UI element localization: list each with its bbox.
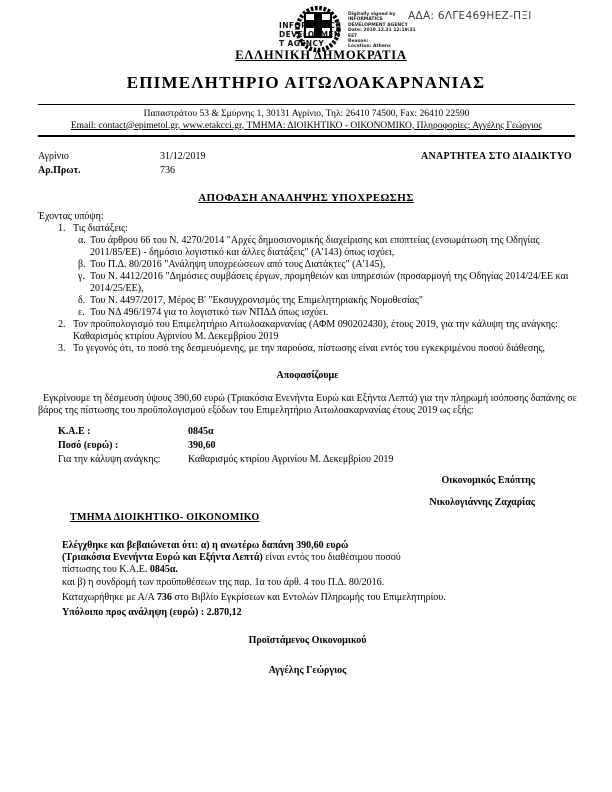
- sub-list-item-c: γ. Του Ν. 4412/2016 "Δημόσιες συμβάσεις έργων, προμηθειών και υπηρεσιών (προσαρμογή της Οδηγίας 2014/24/ΕΕ και 2014/25/ΕΕ),: [78, 271, 569, 294]
- sub-list-item-a: α. Του άρθρου 66 του Ν. 4270/2014 "Αρχές δημοσιονομικής διαχείρισης και εποπτείας (ενσωμάτωση της Οδηγίας 2011/85/ΕΕ) - δημόσιο λογιστικό και άλλες διατάξεις" (Α'143) όπως ισχύει,: [78, 235, 540, 258]
- supervisor-title: Οικονομικός Επόπτης: [441, 475, 535, 486]
- registration-line: Καταχωρήθηκε με Α/Α 736 στο Βιβλίο Εγκρίσεων και Εντολών Πληρωμής του Επιμελητηρίου.: [62, 591, 446, 603]
- balance-line: Υπόλοιπο προς ανάληψη (ευρώ) : 2.870,12: [62, 606, 242, 618]
- decision-heading: Αποφασίζουμε: [276, 370, 339, 381]
- head-name: Αγγέλης Γεώργιος: [268, 664, 347, 676]
- document-title: ΑΠΟΦΑΣΗ ΑΝΑΛΗΨΗΣ ΥΠΟΧΡΕΩΣΗΣ: [198, 192, 414, 204]
- kae-label: Κ.Α.Ε :: [58, 426, 91, 437]
- publish-status: ΑΝΑΡΤΗΤΕΑ ΣΤΟ ΔΙΑΔΙΚΤΥΟ: [420, 151, 572, 162]
- republic-heading: ΕΛΛΗΝΙΚΗ ΔΗΜΟΚΡΑΤΙΑ: [235, 48, 407, 62]
- sub-list-item-d: δ. Του Ν. 4497/2017, Μέρος Β' "Εκσυγχρονισμός της Επιμελητηριακής Νομοθεσίας": [78, 295, 423, 306]
- list-item-2: 2. Τον προϋπολογισμό του Επιμελητήριο Αιτωλοακαρνανίας (ΑΦΜ 090202430), έτους 2019, για την κάλυψη της ανάγκης: Καθαρισμός κτιρίου Αγρινίου Μ. Δεκεμβρίου 2019: [58, 319, 558, 342]
- sub-list-item-b: β. Του Π.Δ. 80/2016 "Ανάληψη υποχρεώσεων από τους Διατάκτες" (Α'145),: [78, 259, 386, 270]
- supervisor-name: Νικολογιάννης Ζαχαρίας: [429, 497, 535, 508]
- meta-block: [38, 150, 572, 178]
- protocol-number: 736: [160, 165, 175, 176]
- address-block: [38, 104, 575, 137]
- need-label: Για την κάλυψη ανάγκης:: [58, 454, 161, 465]
- ada-code: ΑΔΑ: 6ΛΓΕ469ΗΕΖ-ΠΞΙ: [408, 10, 532, 22]
- issue-date: 31/12/2019: [160, 151, 206, 162]
- amount-row: [58, 439, 577, 453]
- list-item-1: 1. Τις διατάξεις:: [58, 223, 128, 234]
- sub-list-item-e: ε. Του ΝΔ 496/1974 για το λογιστικό των ΝΠΔΔ όπως ισχύει.: [78, 307, 329, 318]
- verification-line-2: (Τριακόσια Ενενήντα Ευρώ και Εξήντα Λεπτά) είναι εντός του διαθέσιμου ποσού: [62, 552, 401, 564]
- protocol-label: Αρ.Πρωτ.: [38, 165, 81, 176]
- supervisor-signature: [38, 475, 577, 509]
- agency-name: INFORMATICS DEVELOPMEN T AGENCY: [279, 21, 342, 48]
- kae-row: [58, 425, 577, 439]
- head-title: Προϊστάμενος Οικονομικού: [248, 634, 367, 646]
- need-row: [58, 453, 577, 467]
- contact-line: Email: contact@epimetol.gr, www.etakcci.gr, ΤΜΗΜΑ: ΔΙΟΙΚΗΤΙΚΟ - ΟΙΚΟΝΟΜΙΚΟ, Πληροφορίες: Αγγέλης Γεώργιος: [70, 120, 543, 131]
- verification-line-1: Ελέγχθηκε και βεβαιώνεται ότι: α) η ανωτέρω δαπάνη 390,60 ευρώ: [62, 540, 349, 551]
- document-body: [38, 211, 577, 677]
- amount-label: Ποσό (ευρώ) :: [58, 440, 119, 451]
- need-value: Καθαρισμός κτιρίου Αγρινίου Μ. Δεκεμβρίου 2019: [188, 454, 394, 465]
- list-item-3: 3. Το γεγονός ότι, το ποσό της δεσμευόμενης, με την παρούσα, πίστωσης είναι εντός του εγκεκριμένου ποσού διάθεσης,: [58, 343, 545, 354]
- decision-paragraph: Εγκρίνουμε τη δέσμευση ύψους 390,60 ευρώ (Τριακόσια Ενενήντα Ευρώ και Εξήντα Λεπτά) για την πληρωμή ισόποσης δαπάνης σε βάρος της πίστωσης του προϋπολογισμού εξόδων του Επιμελητήριο Αιτωλοακαρνανίας έτους 2019 ως εξής:: [38, 393, 577, 416]
- amount-value: 390,60: [188, 440, 216, 451]
- verification-line-4: και β) η συνδρομή των προϋποθέσεων της παρ. 1α του άρθ. 4 του Π.Δ. 80/2016.: [62, 576, 385, 588]
- having-regard-intro: Έχοντας υπόψη:: [38, 211, 104, 222]
- verification-line-3: πίστωσης του Κ.Α.Ε. 0845α.: [62, 564, 178, 576]
- chamber-title: ΕΠΙΜΕΛΗΤΗΡΙΟ ΑΙΤΩΛΟΑΚΑΡΝΑΝΙΑΣ: [126, 73, 486, 92]
- digital-signature-stamp: [279, 6, 414, 54]
- kae-table: [58, 425, 577, 467]
- signature-details: Digitally signed by INFORMATICS DEVELOPMENT AGENCY Date: 2019.12.31 12:19:31 EET Reason: Location: Athens: [348, 12, 416, 50]
- department-heading: ΤΜΗΜΑ ΔΙΟΙΚΗΤΙΚΟ- ΟΙΚΟΝΟΜΙΚΟ: [70, 512, 260, 523]
- address-line: Παπαστράτου 53 & Σμύρνης 1, 30131 Αγρίνιο, Τηλ: 26410 74500, Fax: 26410 22590: [143, 109, 470, 119]
- verification-block: [62, 540, 577, 589]
- issue-place: Αγρίνιο: [38, 151, 69, 162]
- kae-value: 0845α: [188, 426, 214, 437]
